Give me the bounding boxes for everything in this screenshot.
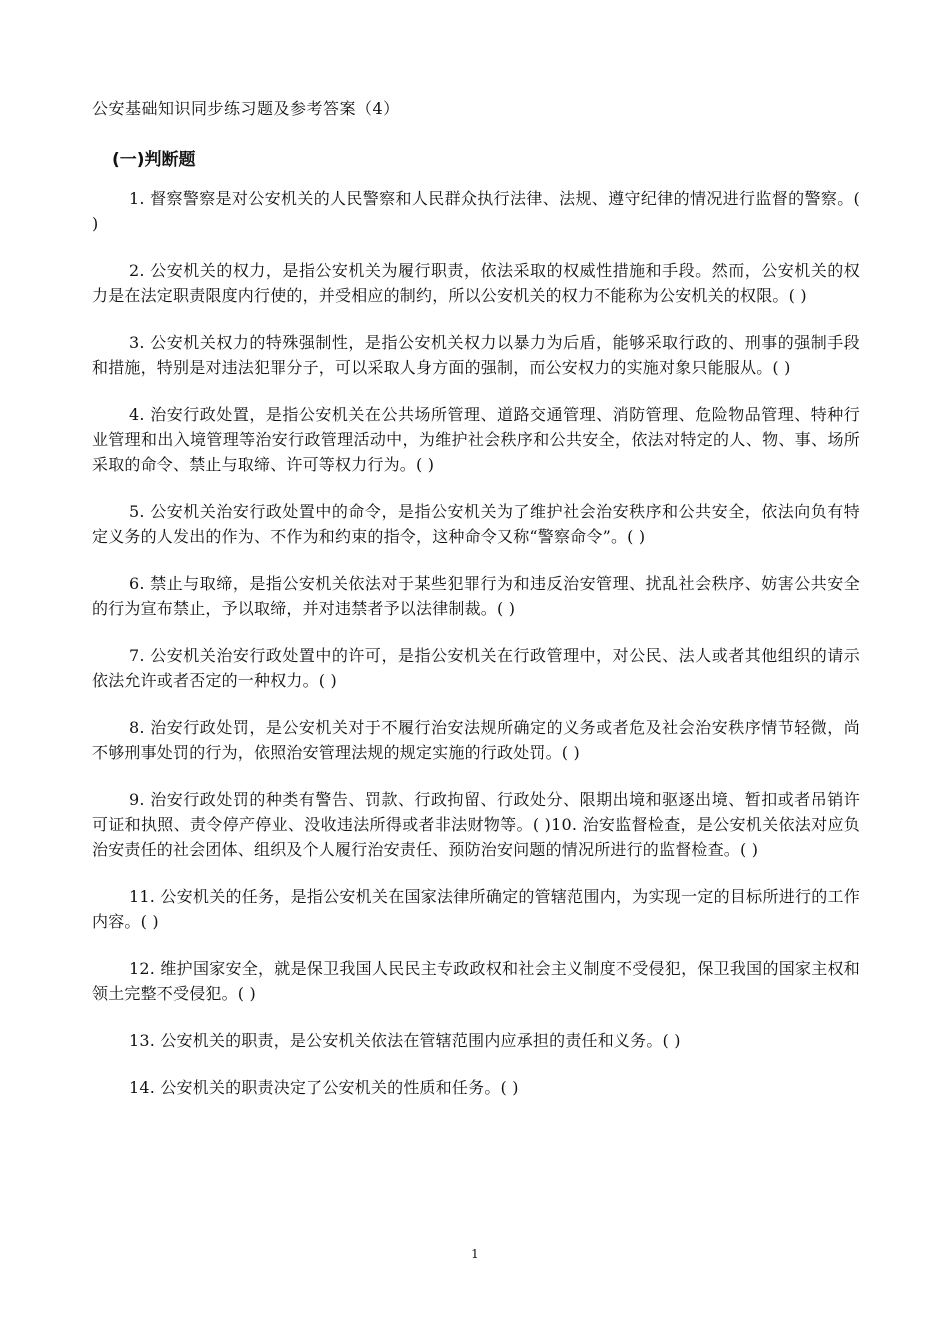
question-9-10: 9. 治安行政处罚的种类有警告、罚款、行政拘留、行政处分、限期出境和驱逐出境、暂扣或者吊销许可证和执照、责令停产停业、没收违法所得或者非法财物等。( )10. 治安监督检查，是公安机关依法对应负治安责任的社会团体、组织及个人履行治安责任、预防治安问题的情况所进行的监督检查。( )	[92, 790, 860, 859]
question-list	[92, 186, 860, 1122]
question-8: 8. 治安行政处罚，是公安机关对于不履行治安法规所确定的义务或者危及社会治安秩序情节轻微，尚不够刑事处罚的行为，依照治安管理法规的规定实施的行政处罚。( )	[92, 718, 860, 762]
question-4: 4. 治安行政处置，是指公安机关在公共场所管理、道路交通管理、消防管理、危险物品管理、特种行业管理和出入境管理等治安行政管理活动中，为维护社会秩序和公共安全，依法对特定的人、物、事、场所采取的命令、禁止与取缔、许可等权力行为。( )	[92, 405, 860, 474]
question-12: 12. 维护国家安全，就是保卫我国人民民主专政政权和社会主义制度不受侵犯，保卫我国的国家主权和领土完整不受侵犯。( )	[92, 959, 860, 1003]
question-13: 13. 公安机关的职责，是公安机关依法在管辖范围内应承担的责任和义务。( )	[129, 1031, 681, 1050]
question-1: 1. 督察警察是对公安机关的人民警察和人民群众执行法律、法规、遵守纪律的情况进行监督的警察。( )	[92, 189, 860, 233]
question-6: 6. 禁止与取缔，是指公安机关依法对于某些犯罪行为和违反治安管理、扰乱社会秩序、妨害公共安全的行为宣布禁止，予以取缔，并对违禁者予以法律制裁。( )	[92, 574, 860, 618]
document-title: 公安基础知识同步练习题及参考答案（4）	[92, 99, 400, 118]
question-11: 11. 公安机关的任务，是指公安机关在国家法律所确定的管辖范围内，为实现一定的目标所进行的工作内容。( )	[92, 887, 860, 931]
question-7: 7. 公安机关治安行政处置中的许可，是指公安机关在行政管理中，对公民、法人或者其他组织的请示依法允许或者否定的一种权力。( )	[92, 646, 860, 690]
question-3: 3. 公安机关权力的特殊强制性，是指公安机关权力以暴力为后盾，能够采取行政的、刑事的强制手段和措施，特别是对违法犯罪分子，可以采取人身方面的强制，而公安权力的实施对象只能服从。( )	[92, 333, 860, 377]
question-5: 5. 公安机关治安行政处置中的命令，是指公安机关为了维护社会治安秩序和公共安全，依法向负有特定义务的人发出的作为、不作为和约束的指令，这种命令又称“警察命令”。( )	[92, 502, 860, 546]
question-14: 14. 公安机关的职责决定了公安机关的性质和任务。( )	[129, 1078, 519, 1097]
question-2: 2. 公安机关的权力，是指公安机关为履行职责，依法采取的权威性措施和手段。然而，公安机关的权力是在法定职责限度内行使的，并受相应的制约，所以公安机关的权力不能称为公安机关的权限。( )	[92, 261, 860, 305]
section-heading: (一)判断题	[112, 150, 196, 170]
page-number: 1	[471, 1247, 479, 1261]
